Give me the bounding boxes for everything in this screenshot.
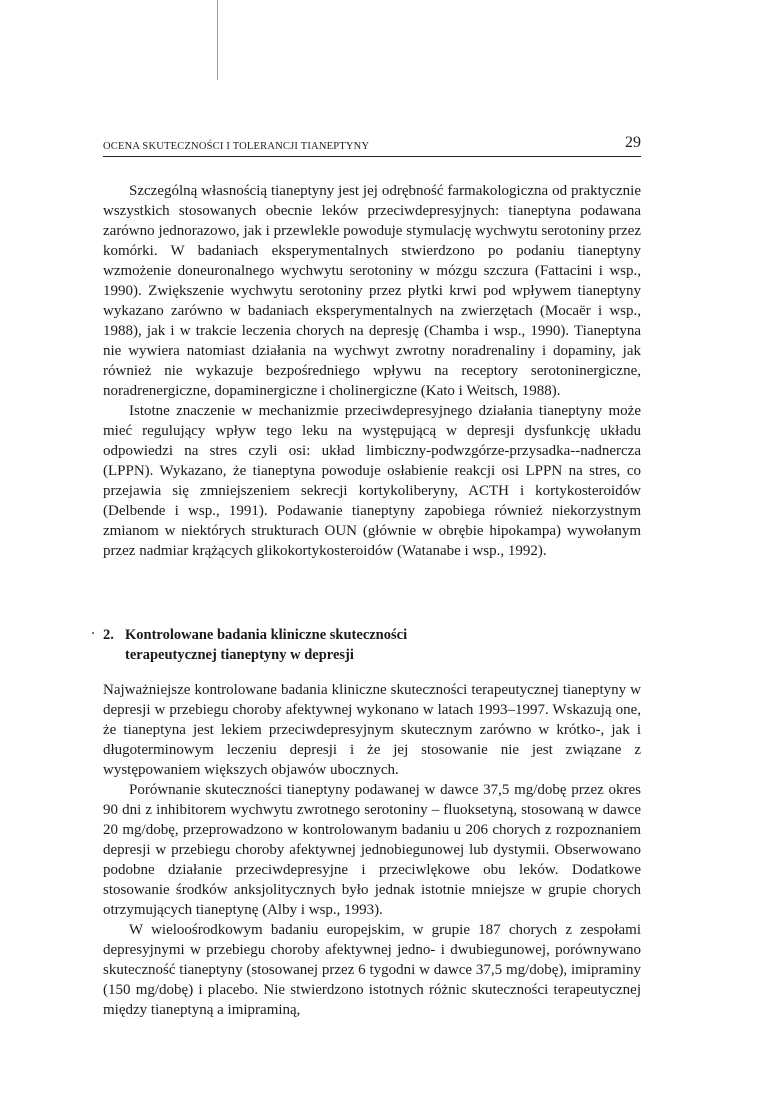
section-title-line-1: Kontrolowane badania kliniczne skuteczności bbox=[125, 627, 408, 643]
running-title: OCENA SKUTECZNOŚCI I TOLERANCJI TIANEPTYNY bbox=[103, 141, 370, 152]
scan-artifact-line bbox=[217, 0, 218, 80]
paragraph: Istotne znaczenie w mechanizmie przeciwdepresyjnego działania tianeptyny może mieć regulujący wpływ tego leku na występującą w depresji dysfunkcję układu odpowiedzi na stres czyli osi: układ limbiczny-podwzgórze-przysadka--nadnercza (LPPN). Wykazano, że tianeptyna powoduje osłabienie reakcji osi LPPN na stres, co przejawia się zmniejszeniem sekrecji kortykoliberyny, ACTH i kortykosteroidów (Delbende i wsp., 1991). Podawanie tianeptyny zapobiega również niekorzystnym zmianom w niektórych strukturach OUN (głównie w obrębie hipokampa) wywołanym przez nadmiar krążących glikokortykosteroidów (Watanabe i wsp., 1992). bbox=[103, 403, 641, 559]
page-number: 29 bbox=[625, 134, 641, 151]
section-heading bbox=[103, 625, 641, 665]
section-number: 2. bbox=[103, 627, 114, 643]
paragraph: Porównanie skuteczności tianeptyny podawanej w dawce 37,5 mg/dobę przez okres 90 dni z inhibitorem wychwytu zwrotnego serotoniny – fluoksetyną, stosowaną w dawce 20 mg/dobę, przeprowadzono w kontrolowanym badaniu u 206 chorych z rozpoznaniem depresji w przebiegu choroby afektywnej jednobiegunowej lub dystymii. Obserwowano podobne działanie przeciwdepresyjne i przeciwlękowe obu leków. Dodatkowe stosowanie środków anksjolitycznych było jednak istotnie mniejsze w grupie chorych otrzymujących tianeptynę (Alby i wsp., 1993). bbox=[103, 782, 641, 918]
paragraph: Szczególną własnością tianeptyny jest jej odrębność farmakologiczna od praktycznie wszystkich stosowanych obecnie leków przeciwdepresyjnych: tianeptyna podawana zarówno jednorazowo, jak i przewlekle powoduje stymulację wychwytu serotoniny przez komórki. W badaniach eksperymentalnych stwierdzono po podaniu tianeptyny wzmożenie doneuronalnego wychwytu serotoniny w mózgu szczura (Fattacini i wsp., 1990). Zwiększenie wychwytu serotoniny przez płytki krwi pod wpływem tianeptyny wykazano zarówno w badaniach eksperymentalnych na zwierzętach (Mocaër i wsp., 1988), jak i w trakcie leczenia chorych na depresję (Chamba i wsp., 1990). Tianeptyna nie wywiera natomiast działania na wychwyt zwrotny noradrenaliny i dopaminy, jak również nie wykazuje bezpośredniego wpływu na receptory serotoninergiczne, noradrenergiczne, dopaminergiczne i cholinergiczne (Kato i Weitsch, 1988). bbox=[103, 183, 641, 399]
running-header bbox=[103, 134, 641, 157]
margin-mark bbox=[92, 632, 94, 634]
body-text-block-1 bbox=[103, 181, 641, 561]
section-title-line-2: terapeutycznej tianeptyny w depresji bbox=[125, 647, 354, 663]
paragraph: Najważniejsze kontrolowane badania kliniczne skuteczności terapeutycznej tianeptyny w depresji w przebiegu choroby afektywnej wykonano w latach 1993–1997. Wskazują one, że tianeptyna jest lekiem przeciwdepresyjnym skutecznym zarówno w krótko-, jak i długoterminowym leczeniu depresji i że jej stosowanie nie jest związane z występowaniem większych objawów ubocznych. bbox=[103, 682, 641, 778]
paragraph: W wieloośrodkowym badaniu europejskim, w grupie 187 chorych z zespołami depresyjnymi w przebiegu choroby afektywnej jedno- i dwubiegunowej, porównywano skuteczność tianeptyny (stosowanej przez 6 tygodni w dawce 37,5 mg/dobę), imipraminy (150 mg/dobę) i placebo. Nie stwierdzono istotnych różnic skuteczności terapeutycznej między tianeptyną a imipraminą, bbox=[103, 922, 641, 1018]
body-text-block-2 bbox=[103, 680, 641, 1020]
